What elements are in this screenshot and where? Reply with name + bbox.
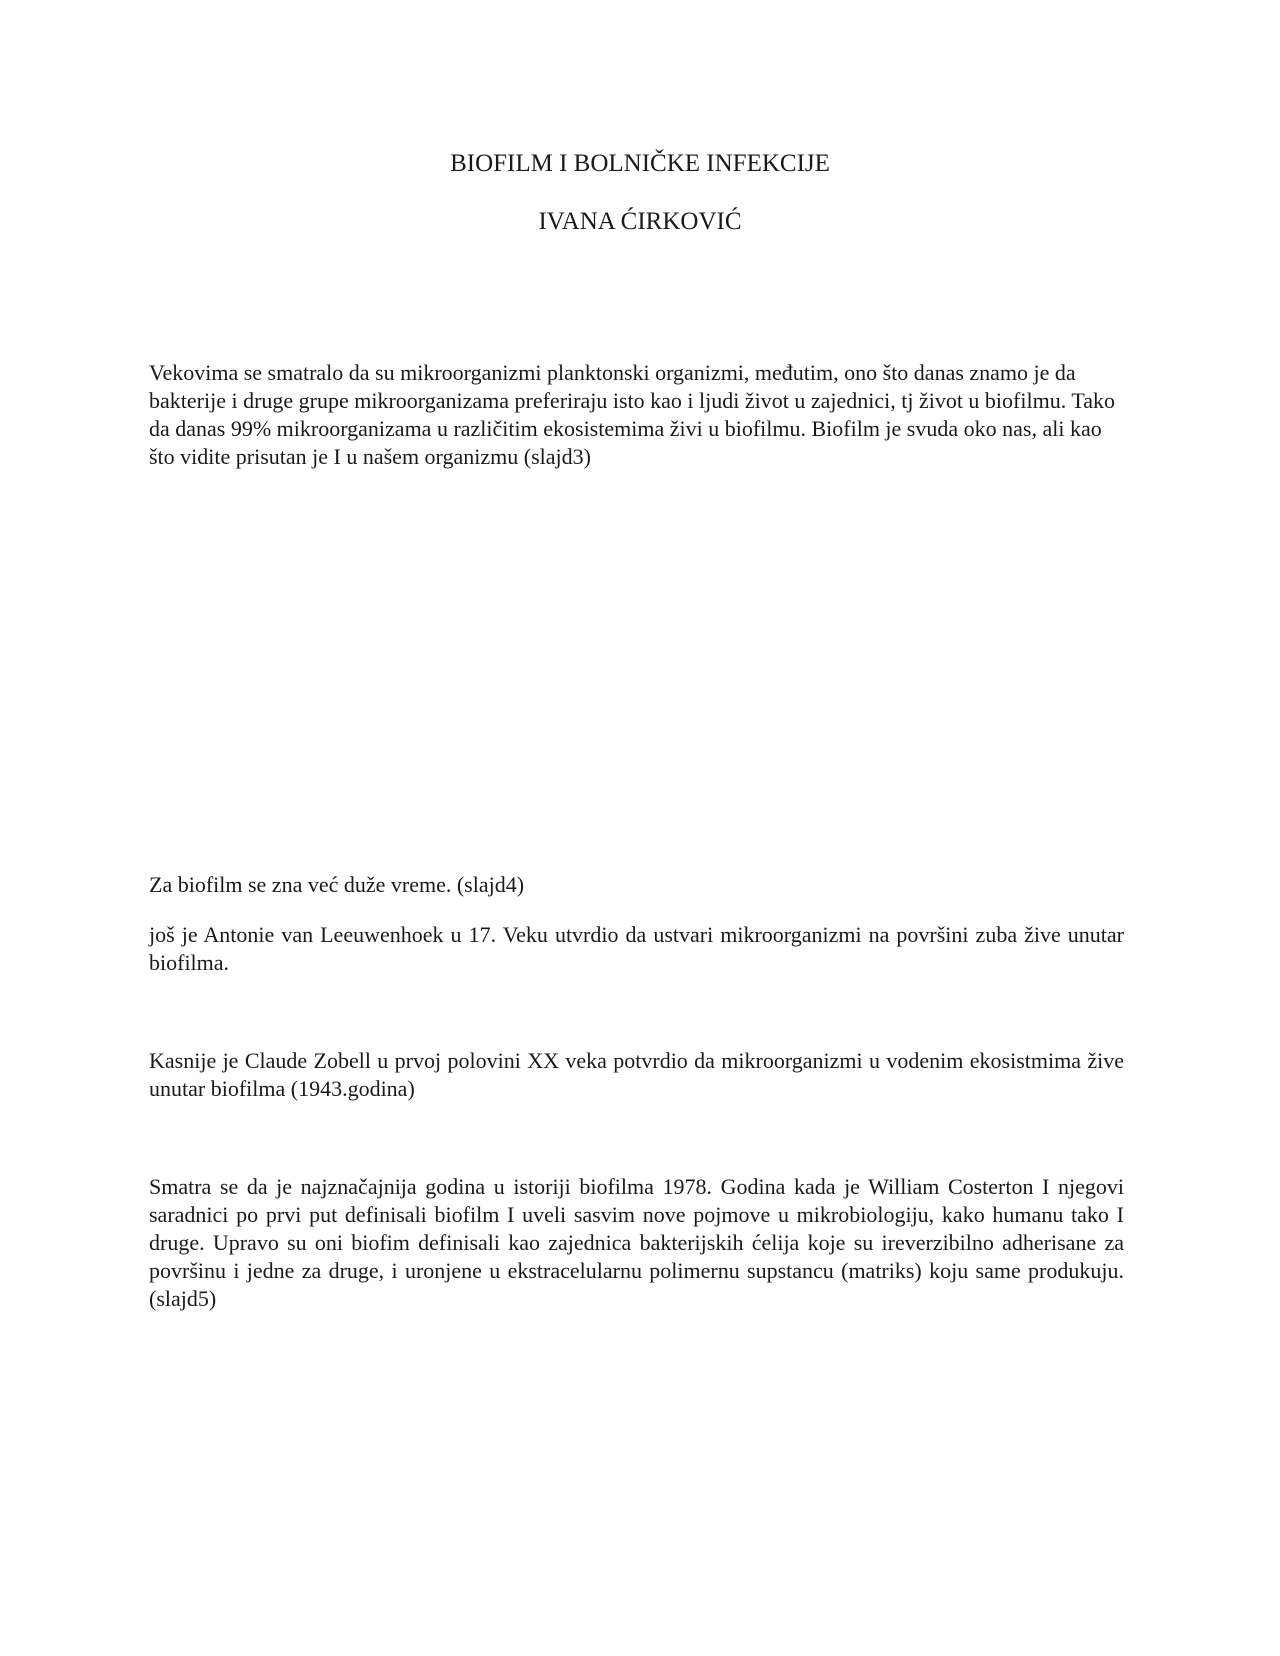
document-author: IVANA ĆIRKOVIĆ <box>538 208 742 235</box>
document-title: BIOFILM I BOLNIČKE INFEKCIJE <box>450 150 830 177</box>
paragraph-zobell: Kasnije je Claude Zobell u prvoj polovini XX veka potvrdio da mikroorganizmi u vodenim ekosistmima žive unutar biofilma (1943.godina) <box>149 1048 1124 1101</box>
paragraph-leeuwenhoek: još je Antonie van Leeuwenhoek u 17. Veku utvrdio da ustvari mikroorganizmi na površini zuba žive unutar biofilma. <box>149 922 1124 975</box>
paragraph-costerton: Smatra se da je najznačajnija godina u istoriji biofilma 1978. Godina kada je William Costerton I njegovi saradnici po prvi put definisali biofilm I uveli sasvim nove pojmove u mikrobiologiju, kako humanu tako I druge. Upravo su oni biofim definisali kao zajednica bakterijskih ćelija koje su ireverzibilno adherisane za površinu i jedne za druge, i uronjene u ekstracelularnu polimernu supstancu (matriks) koju same produkuju. (slajd5) <box>149 1174 1124 1311</box>
paragraph-intro: Vekovima se smatralo da su mikroorganizmi planktonski organizmi, međutim, ono što danas znamo je da bakterije i druge grupe mikroorganizama preferiraju isto kao i ljudi život u zajednici, tj život u biofilmu. Tako da danas 99% mikroorganizama u različitim ekosistemima živi u biofilmu. Biofilm je svuda oko nas, ali kao što vidite prisutan je I u našem organizmu (slajd3) <box>149 360 1115 469</box>
paragraph-history-intro: Za biofilm se zna već duže vreme. (slajd4) <box>149 872 525 897</box>
